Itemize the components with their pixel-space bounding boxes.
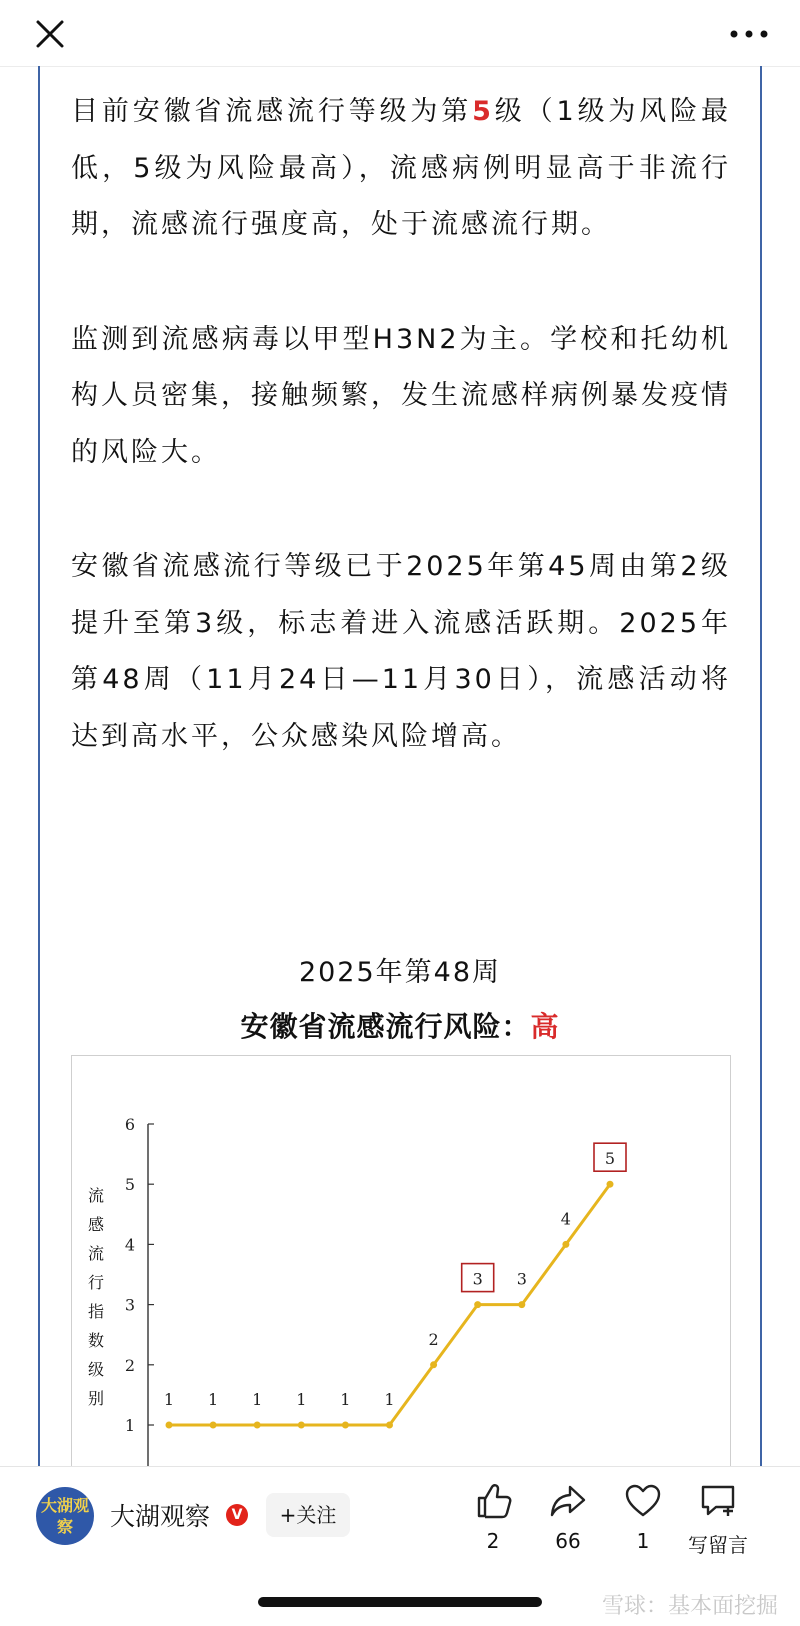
share-icon bbox=[548, 1481, 588, 1521]
data-point bbox=[386, 1422, 393, 1429]
y-tick-label: 5 bbox=[124, 1175, 135, 1195]
chart-title bbox=[0, 1005, 800, 1045]
more-options-icon[interactable] bbox=[728, 24, 770, 44]
data-label: 5 bbox=[604, 1149, 616, 1169]
chart-title-prefix: 安徽省流感流行风险： bbox=[240, 1010, 531, 1043]
y-tick-label: 1 bbox=[124, 1416, 135, 1435]
favorite-count: 1 bbox=[636, 1529, 650, 1553]
watermark: 雪球：基本面挖掘 bbox=[601, 1594, 778, 1619]
data-point bbox=[562, 1241, 569, 1248]
chart-svg bbox=[72, 1056, 730, 1476]
data-label: 3 bbox=[516, 1269, 527, 1289]
data-point bbox=[166, 1422, 173, 1429]
account-name[interactable]: 大湖观察 bbox=[110, 1502, 211, 1531]
thumbs-up-icon bbox=[473, 1481, 513, 1521]
account-avatar[interactable]: 大湖观察 bbox=[36, 1487, 94, 1545]
risk-level: 高 bbox=[530, 1010, 560, 1043]
like-count: 2 bbox=[486, 1529, 500, 1553]
data-label: 1 bbox=[163, 1390, 175, 1409]
data-point bbox=[607, 1181, 614, 1188]
y-tick-label: 4 bbox=[124, 1235, 135, 1255]
data-point bbox=[430, 1361, 437, 1368]
share-count: 66 bbox=[555, 1529, 581, 1553]
data-label: 1 bbox=[296, 1390, 307, 1409]
y-tick-label: 3 bbox=[124, 1295, 135, 1315]
data-label: 1 bbox=[340, 1390, 351, 1409]
data-point bbox=[210, 1422, 217, 1429]
paragraph-1 bbox=[71, 84, 731, 254]
bottom-bar bbox=[0, 1466, 800, 1626]
series-line bbox=[169, 1184, 610, 1425]
data-point bbox=[518, 1301, 525, 1308]
data-label: 4 bbox=[560, 1209, 571, 1229]
heart-icon bbox=[623, 1481, 663, 1521]
paragraph-2: 监测到流感病毒以甲型H3N2为主。学校和托幼机构人员密集，接触频繁，发生流感样病例暴发疫情的风险大。 bbox=[71, 323, 731, 468]
paragraph-3: 安徽省流感流行等级已于2025年第45周由第2级提升至第3级，标志着进入流感活跃期。2025年第48周（11月24日—11月30日），流感活动将达到高水平，公众感染风险增高。 bbox=[71, 551, 731, 752]
y-axis-label: 流感流行指数级别 bbox=[87, 1186, 104, 1408]
p1-text-before: 目前安徽省流感流行等级为第 bbox=[71, 96, 473, 127]
verified-badge: V bbox=[226, 1504, 248, 1526]
data-label: 1 bbox=[384, 1390, 395, 1409]
write-comment-label: 写留言 bbox=[688, 1533, 748, 1557]
p1-text-after: 级（1级为风险最低，5级为风险最高），流感病例明显高于非流行期，流感流行强度高，处于流感流行期。 bbox=[71, 96, 731, 240]
y-tick-label: 6 bbox=[124, 1115, 135, 1134]
frame-right-border bbox=[760, 66, 762, 1466]
data-point bbox=[254, 1422, 261, 1429]
write-comment-button[interactable] bbox=[673, 1481, 763, 1558]
frame-left-border bbox=[38, 66, 40, 1466]
data-label: 2 bbox=[428, 1329, 439, 1349]
data-point bbox=[342, 1422, 349, 1429]
y-tick-label: 2 bbox=[124, 1355, 135, 1375]
article-body bbox=[71, 84, 731, 765]
data-label: 1 bbox=[252, 1390, 263, 1409]
data-point bbox=[298, 1422, 305, 1429]
close-icon[interactable] bbox=[30, 14, 70, 54]
comment-icon bbox=[698, 1481, 738, 1521]
top-bar bbox=[0, 0, 800, 67]
flu-level-chart bbox=[71, 1055, 731, 1477]
level-highlight: 5 bbox=[472, 96, 494, 127]
data-label: 1 bbox=[208, 1390, 219, 1409]
home-indicator[interactable] bbox=[258, 1597, 542, 1607]
chart-week-label: 2025年第48周 bbox=[298, 957, 502, 988]
follow-button[interactable]: +关注 bbox=[266, 1493, 350, 1537]
data-label: 3 bbox=[472, 1269, 483, 1289]
data-point bbox=[474, 1301, 481, 1308]
